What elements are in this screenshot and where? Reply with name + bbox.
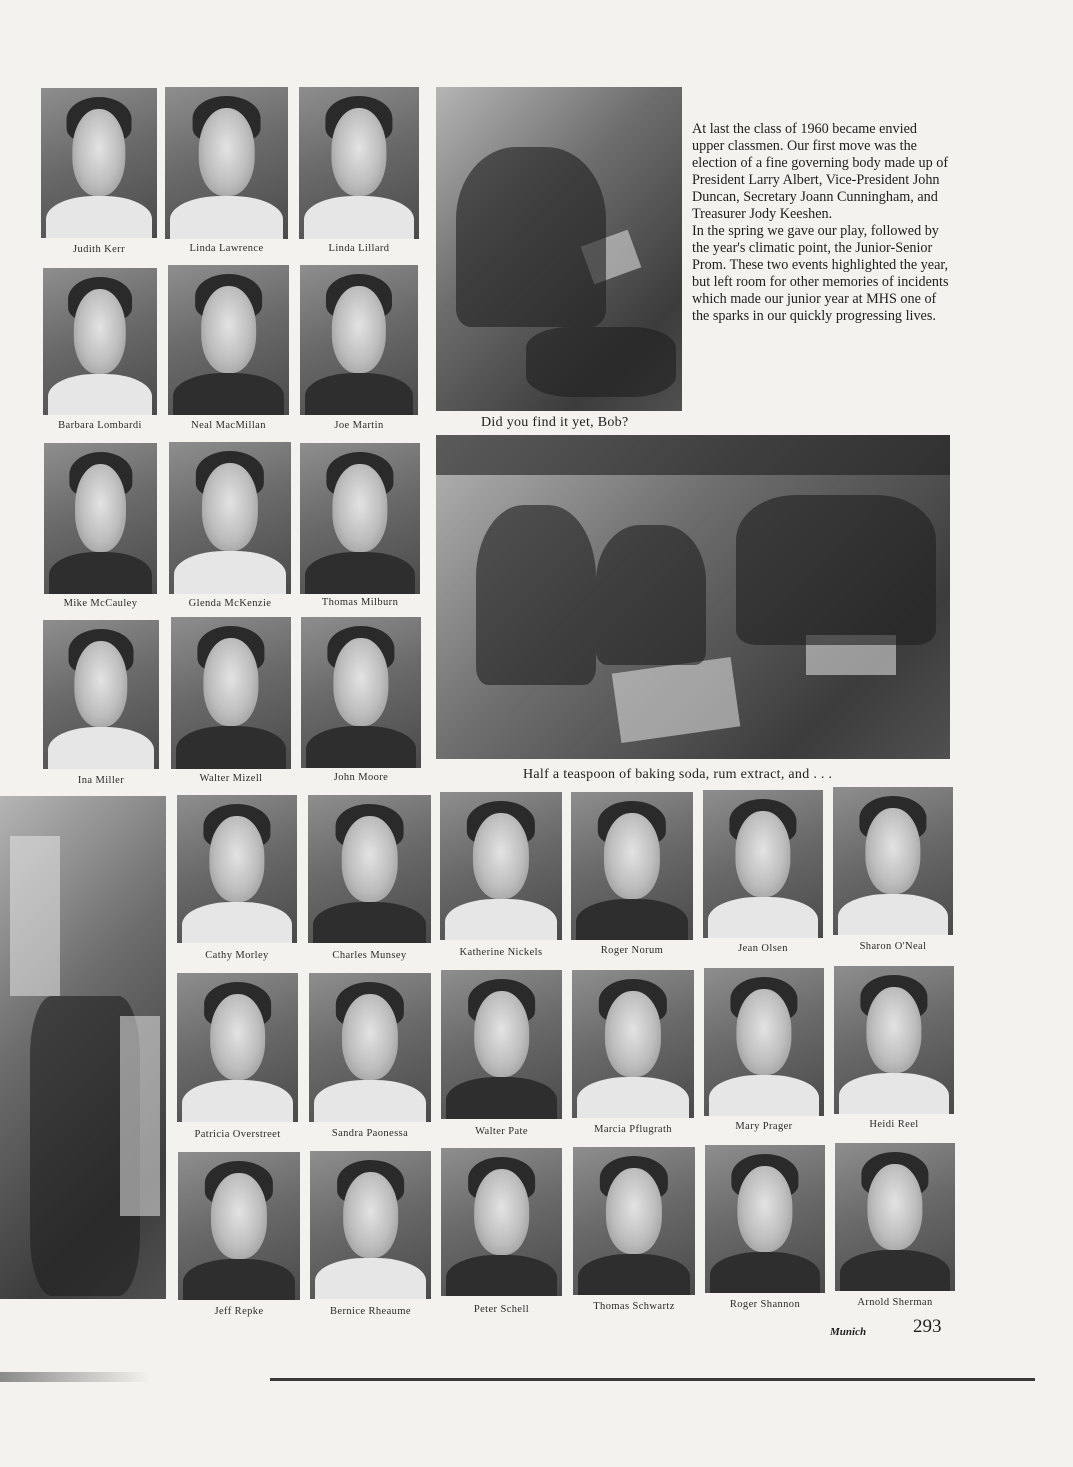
candid-photo-chemistry-lab xyxy=(436,435,950,759)
portrait-photo xyxy=(44,443,157,594)
portrait-name: Cathy Morley xyxy=(205,950,269,961)
portrait-name: Barbara Lombardi xyxy=(58,420,142,431)
portrait-name: Roger Shannon xyxy=(729,1299,801,1310)
portrait-photo xyxy=(41,88,157,238)
portrait-name: Judith Kerr xyxy=(73,244,125,255)
story-text xyxy=(692,121,952,325)
portrait-name: Heidi Reel xyxy=(869,1119,919,1130)
portrait-name: Walter Mizell xyxy=(199,773,263,784)
portrait-name: Mary Prager xyxy=(735,1121,793,1132)
portrait-name: Marcia Pflugrath xyxy=(594,1124,672,1135)
portrait-name: Linda Lawrence xyxy=(189,243,264,254)
portrait-name: Mike McCauley xyxy=(63,598,138,609)
portrait-name: John Moore xyxy=(333,772,389,783)
page-number: 293 xyxy=(913,1316,942,1337)
portrait-photo xyxy=(301,617,421,768)
portrait-photo xyxy=(833,787,953,935)
portrait-name: Thomas Milburn xyxy=(321,597,399,608)
portrait-photo xyxy=(178,1152,300,1300)
portrait-name: Neal MacMillan xyxy=(191,420,266,431)
portrait-photo xyxy=(571,792,693,940)
portrait-name: Thomas Schwartz xyxy=(593,1301,675,1312)
footer-rule xyxy=(270,1378,1035,1381)
portrait-photo xyxy=(441,970,562,1119)
portrait-photo xyxy=(43,268,157,415)
caption-chemistry-lab: Half a teaspoon of baking soda, rum extract, and . . . xyxy=(523,767,833,782)
portrait-name: Katherine Nickels xyxy=(459,947,543,958)
caption-lab-book: Did you find it yet, Bob? xyxy=(481,415,629,430)
portrait-name: Bernice Rheaume xyxy=(330,1306,411,1317)
candid-photo-library xyxy=(0,796,166,1299)
portrait-name: Glenda McKenzie xyxy=(188,598,272,609)
portrait-name: Sandra Paonessa xyxy=(331,1128,409,1139)
portrait-photo xyxy=(705,1145,825,1293)
portrait-photo xyxy=(299,87,419,239)
portrait-photo xyxy=(168,265,289,415)
portrait-photo xyxy=(704,968,824,1116)
portrait-name: Roger Norum xyxy=(600,945,664,956)
portrait-photo xyxy=(441,1148,562,1296)
portrait-photo xyxy=(572,970,694,1118)
portrait-photo xyxy=(165,87,288,239)
portrait-name: Joe Martin xyxy=(334,420,384,431)
portrait-photo xyxy=(300,265,418,415)
portrait-photo xyxy=(177,795,297,943)
portrait-name: Patricia Overstreet xyxy=(194,1129,281,1140)
story-paragraph-2: In the spring we gave our play, followed by the year's climatic point, the Junior-Senior Prom. These two events highlighted the year, but left room for other memories of incidents which made our junior year at MHS one of the sparks in our quickly progressing lives. xyxy=(692,223,949,324)
portrait-name: Walter Pate xyxy=(475,1126,528,1137)
portrait-photo xyxy=(300,443,420,594)
footer-school-name: Munich xyxy=(830,1326,867,1338)
portrait-photo xyxy=(835,1143,955,1291)
portrait-name: Jeff Repke xyxy=(214,1306,264,1317)
portrait-photo xyxy=(703,790,823,938)
portrait-photo xyxy=(309,973,431,1122)
portrait-photo xyxy=(440,792,562,940)
portrait-name: Peter Schell xyxy=(473,1304,530,1315)
portrait-name: Linda Lillard xyxy=(328,243,390,254)
portrait-name: Ina Miller xyxy=(77,775,125,786)
portrait-photo xyxy=(834,966,954,1114)
portrait-photo xyxy=(43,620,159,769)
candid-photo-student-reading xyxy=(436,87,682,411)
story-paragraph-1: At last the class of 1960 became envied upper classmen. Our first move was the election of a fine governing body made up of President Larry Albert, Vice-President John Duncan, Secretary Joann Cunningham, and Treasurer Jody Keeshen. xyxy=(692,121,949,222)
portrait-photo xyxy=(308,795,431,943)
portrait-photo xyxy=(177,973,298,1122)
portrait-name: Jean Olsen xyxy=(738,943,788,954)
portrait-name: Sharon O'Neal xyxy=(859,941,927,952)
portrait-name: Arnold Sherman xyxy=(857,1297,933,1308)
portrait-photo xyxy=(169,442,291,594)
portrait-photo xyxy=(171,617,291,769)
portrait-photo xyxy=(310,1151,431,1299)
page-edge-shadow xyxy=(0,1372,150,1382)
portrait-photo xyxy=(573,1147,695,1295)
portrait-name: Charles Munsey xyxy=(332,950,407,961)
